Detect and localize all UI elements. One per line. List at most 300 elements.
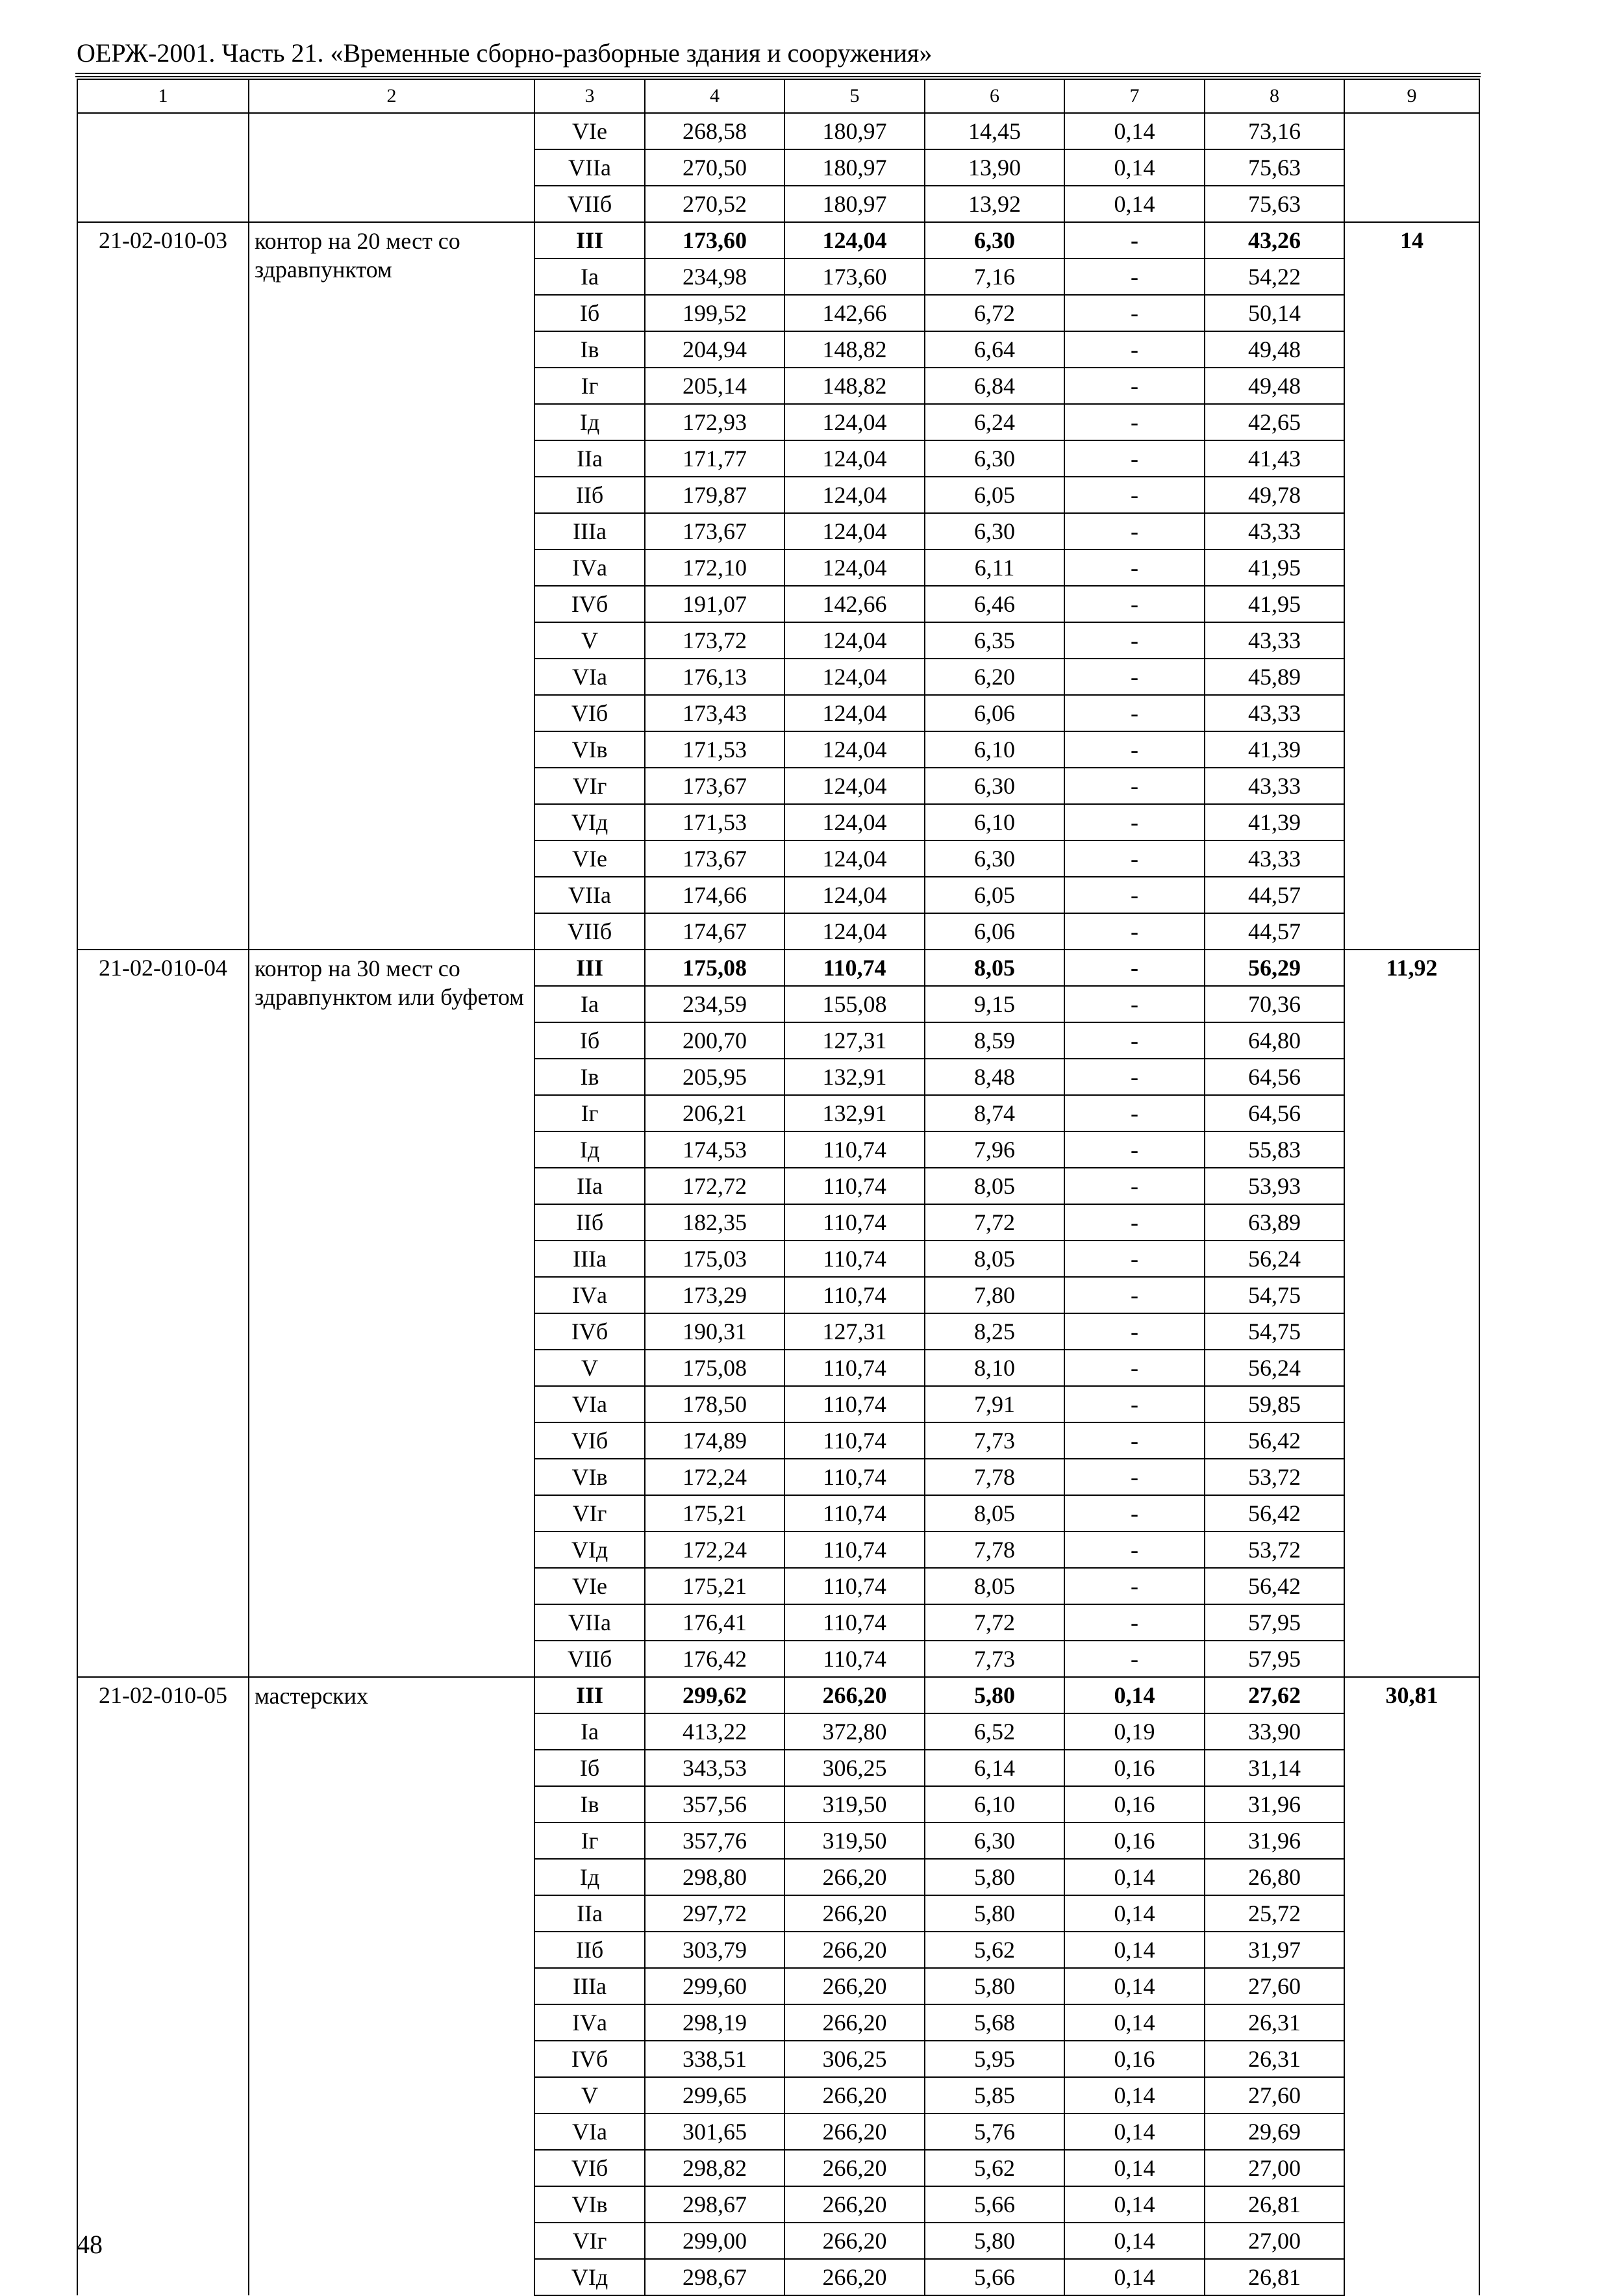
driver-wages-cell: 0,14 xyxy=(1064,2186,1205,2223)
materials-cell: 56,24 xyxy=(1205,1241,1344,1277)
machines-cell: 8,10 xyxy=(925,1350,1064,1386)
total-cost-cell: 175,21 xyxy=(645,1568,784,1604)
machines-cell: 6,30 xyxy=(925,768,1064,804)
zone-cell: VIв xyxy=(534,1459,645,1495)
zone-cell: IIб xyxy=(534,477,645,513)
materials-cell: 56,42 xyxy=(1205,1422,1344,1459)
machines-cell: 7,80 xyxy=(925,1277,1064,1313)
zone-cell: Iд xyxy=(534,404,645,440)
machines-cell: 6,30 xyxy=(925,440,1064,477)
materials-cell: 43,33 xyxy=(1205,622,1344,659)
wages-cell: 124,04 xyxy=(784,804,925,840)
total-cost-cell: 298,19 xyxy=(645,2004,784,2041)
machines-cell: 5,66 xyxy=(925,2259,1064,2295)
machines-cell: 9,15 xyxy=(925,986,1064,1022)
wages-cell: 127,31 xyxy=(784,1022,925,1059)
driver-wages-cell: - xyxy=(1064,549,1205,586)
driver-wages-cell: - xyxy=(1064,695,1205,731)
zone-cell: VIIа xyxy=(534,149,645,186)
total-cost-cell: 171,53 xyxy=(645,804,784,840)
zone-cell: Iб xyxy=(534,295,645,331)
labor-cost-cell: 11,92 xyxy=(1344,950,1479,1677)
driver-wages-cell: 0,14 xyxy=(1064,1677,1205,1713)
materials-cell: 54,75 xyxy=(1205,1277,1344,1313)
materials-cell: 56,42 xyxy=(1205,1495,1344,1532)
machines-cell: 8,74 xyxy=(925,1095,1064,1131)
total-cost-cell: 357,56 xyxy=(645,1786,784,1823)
total-cost-cell: 173,29 xyxy=(645,1277,784,1313)
driver-wages-cell: - xyxy=(1064,1313,1205,1350)
total-cost-cell: 206,21 xyxy=(645,1095,784,1131)
driver-wages-cell: - xyxy=(1064,659,1205,695)
driver-wages-cell: 0,14 xyxy=(1064,2077,1205,2113)
wages-cell: 110,74 xyxy=(784,1386,925,1422)
zone-cell: Iг xyxy=(534,368,645,404)
machines-cell: 8,59 xyxy=(925,1022,1064,1059)
total-cost-cell: 298,82 xyxy=(645,2150,784,2186)
zone-cell: IIб xyxy=(534,1204,645,1241)
materials-cell: 43,26 xyxy=(1205,222,1344,259)
driver-wages-cell: - xyxy=(1064,913,1205,950)
materials-cell: 26,80 xyxy=(1205,1859,1344,1895)
item-name: контор на 20 мест со здравпунктом xyxy=(249,222,534,950)
materials-cell: 27,00 xyxy=(1205,2150,1344,2186)
item-name: контор на 30 мест со здравпунктом или буфетом xyxy=(249,950,534,1677)
driver-wages-cell: 0,14 xyxy=(1064,2004,1205,2041)
materials-cell: 45,89 xyxy=(1205,659,1344,695)
page-header-title: ОЕРЖ-2001. Часть 21. «Временные сборно-разборные здания и сооружения» xyxy=(77,38,933,68)
table-row xyxy=(77,222,1479,259)
machines-cell: 5,80 xyxy=(925,1859,1064,1895)
machines-cell: 6,30 xyxy=(925,1823,1064,1859)
driver-wages-cell: - xyxy=(1064,1495,1205,1532)
zone-cell: VIе xyxy=(534,113,645,149)
materials-cell: 64,56 xyxy=(1205,1059,1344,1095)
header-divider xyxy=(75,73,1481,74)
zone-cell: VIд xyxy=(534,2259,645,2295)
item-name: мастерских xyxy=(249,1677,534,2295)
materials-cell: 57,95 xyxy=(1205,1604,1344,1641)
driver-wages-cell: - xyxy=(1064,804,1205,840)
total-cost-cell: 175,08 xyxy=(645,950,784,986)
machines-cell: 8,05 xyxy=(925,1241,1064,1277)
wages-cell: 180,97 xyxy=(784,186,925,222)
wages-cell: 266,20 xyxy=(784,2223,925,2259)
total-cost-cell: 173,67 xyxy=(645,840,784,877)
total-cost-cell: 172,10 xyxy=(645,549,784,586)
driver-wages-cell: - xyxy=(1064,1131,1205,1168)
total-cost-cell: 299,60 xyxy=(645,1968,784,2004)
machines-cell: 5,80 xyxy=(925,1895,1064,1932)
zone-cell: VIг xyxy=(534,2223,645,2259)
driver-wages-cell: - xyxy=(1064,768,1205,804)
materials-cell: 53,72 xyxy=(1205,1459,1344,1495)
total-cost-cell: 173,67 xyxy=(645,768,784,804)
wages-cell: 110,74 xyxy=(784,1241,925,1277)
materials-cell: 54,22 xyxy=(1205,259,1344,295)
materials-cell: 43,33 xyxy=(1205,840,1344,877)
column-number: 9 xyxy=(1344,79,1479,113)
materials-cell: 56,24 xyxy=(1205,1350,1344,1386)
driver-wages-cell: - xyxy=(1064,731,1205,768)
driver-wages-cell: 0,14 xyxy=(1064,2113,1205,2150)
machines-cell: 6,52 xyxy=(925,1713,1064,1750)
machines-cell: 7,91 xyxy=(925,1386,1064,1422)
zone-cell: VIIб xyxy=(534,913,645,950)
driver-wages-cell: - xyxy=(1064,1022,1205,1059)
machines-cell: 6,10 xyxy=(925,804,1064,840)
driver-wages-cell: 0,16 xyxy=(1064,1823,1205,1859)
column-number: 6 xyxy=(925,79,1064,113)
driver-wages-cell: 0,14 xyxy=(1064,2223,1205,2259)
materials-cell: 73,16 xyxy=(1205,113,1344,149)
total-cost-cell: 298,67 xyxy=(645,2259,784,2295)
materials-cell: 59,85 xyxy=(1205,1386,1344,1422)
zone-cell: Iб xyxy=(534,1750,645,1786)
machines-cell: 6,64 xyxy=(925,331,1064,368)
materials-cell: 75,63 xyxy=(1205,149,1344,186)
table-body xyxy=(77,79,1479,2295)
wages-cell: 110,74 xyxy=(784,1568,925,1604)
zone-cell: VIIа xyxy=(534,877,645,913)
driver-wages-cell: - xyxy=(1064,1641,1205,1677)
column-number: 5 xyxy=(784,79,925,113)
zone-cell: VIв xyxy=(534,2186,645,2223)
zone-cell: VIб xyxy=(534,2150,645,2186)
machines-cell: 6,35 xyxy=(925,622,1064,659)
materials-cell: 64,56 xyxy=(1205,1095,1344,1131)
zone-cell: VIд xyxy=(534,1532,645,1568)
driver-wages-cell: - xyxy=(1064,1204,1205,1241)
machines-cell: 5,62 xyxy=(925,1932,1064,1968)
materials-cell: 42,65 xyxy=(1205,404,1344,440)
labor-cost-cell: 30,81 xyxy=(1344,1677,1479,2295)
machines-cell: 7,96 xyxy=(925,1131,1064,1168)
zone-cell: VIа xyxy=(534,659,645,695)
zone-cell: Iа xyxy=(534,259,645,295)
wages-cell: 266,20 xyxy=(784,1968,925,2004)
wages-cell: 266,20 xyxy=(784,2004,925,2041)
wages-cell: 110,74 xyxy=(784,1204,925,1241)
materials-cell: 31,97 xyxy=(1205,1932,1344,1968)
materials-cell: 27,60 xyxy=(1205,2077,1344,2113)
wages-cell: 372,80 xyxy=(784,1713,925,1750)
machines-cell: 5,68 xyxy=(925,2004,1064,2041)
driver-wages-cell: 0,14 xyxy=(1064,1859,1205,1895)
wages-cell: 142,66 xyxy=(784,295,925,331)
zone-cell: IVб xyxy=(534,586,645,622)
machines-cell: 6,30 xyxy=(925,513,1064,549)
total-cost-cell: 179,87 xyxy=(645,477,784,513)
total-cost-cell: 175,21 xyxy=(645,1495,784,1532)
driver-wages-cell: - xyxy=(1064,1277,1205,1313)
total-cost-cell: 270,50 xyxy=(645,149,784,186)
total-cost-cell: 174,89 xyxy=(645,1422,784,1459)
machines-cell: 6,24 xyxy=(925,404,1064,440)
total-cost-cell: 171,53 xyxy=(645,731,784,768)
total-cost-cell: 176,41 xyxy=(645,1604,784,1641)
table-row xyxy=(77,1677,1479,1713)
materials-cell: 25,72 xyxy=(1205,1895,1344,1932)
zone-cell: IIIа xyxy=(534,1968,645,2004)
driver-wages-cell: 0,14 xyxy=(1064,149,1205,186)
total-cost-cell: 268,58 xyxy=(645,113,784,149)
materials-cell: 31,14 xyxy=(1205,1750,1344,1786)
zone-cell: VIа xyxy=(534,2113,645,2150)
zone-cell: IIа xyxy=(534,440,645,477)
zone-cell: V xyxy=(534,1350,645,1386)
driver-wages-cell: - xyxy=(1064,622,1205,659)
total-cost-cell: 205,14 xyxy=(645,368,784,404)
materials-cell: 57,95 xyxy=(1205,1641,1344,1677)
wages-cell: 124,04 xyxy=(784,477,925,513)
driver-wages-cell: - xyxy=(1064,1459,1205,1495)
total-cost-cell: 200,70 xyxy=(645,1022,784,1059)
wages-cell: 319,50 xyxy=(784,1786,925,1823)
zone-cell: V xyxy=(534,2077,645,2113)
driver-wages-cell: - xyxy=(1064,222,1205,259)
machines-cell: 6,72 xyxy=(925,295,1064,331)
column-number-row xyxy=(77,79,1479,113)
zone-cell: VIв xyxy=(534,731,645,768)
wages-cell: 155,08 xyxy=(784,986,925,1022)
driver-wages-cell: 0,14 xyxy=(1064,1932,1205,1968)
zone-cell: Iд xyxy=(534,1131,645,1168)
machines-cell: 7,78 xyxy=(925,1459,1064,1495)
total-cost-cell: 191,07 xyxy=(645,586,784,622)
materials-cell: 41,39 xyxy=(1205,731,1344,768)
machines-cell: 6,05 xyxy=(925,877,1064,913)
driver-wages-cell: 0,14 xyxy=(1064,1968,1205,2004)
zone-cell: IVа xyxy=(534,1277,645,1313)
wages-cell: 148,82 xyxy=(784,331,925,368)
total-cost-cell: 204,94 xyxy=(645,331,784,368)
total-cost-cell: 301,65 xyxy=(645,2113,784,2150)
driver-wages-cell: 0,16 xyxy=(1064,2041,1205,2077)
total-cost-cell: 174,67 xyxy=(645,913,784,950)
materials-cell: 26,31 xyxy=(1205,2004,1344,2041)
materials-cell: 70,36 xyxy=(1205,986,1344,1022)
zone-cell: IIб xyxy=(534,1932,645,1968)
wages-cell: 124,04 xyxy=(784,622,925,659)
total-cost-cell: 173,72 xyxy=(645,622,784,659)
total-cost-cell: 338,51 xyxy=(645,2041,784,2077)
driver-wages-cell: 0,14 xyxy=(1064,2259,1205,2295)
wages-cell: 110,74 xyxy=(784,1168,925,1204)
materials-cell: 44,57 xyxy=(1205,877,1344,913)
wages-cell: 266,20 xyxy=(784,1859,925,1895)
driver-wages-cell: - xyxy=(1064,1532,1205,1568)
machines-cell: 6,06 xyxy=(925,695,1064,731)
driver-wages-cell: - xyxy=(1064,440,1205,477)
wages-cell: 180,97 xyxy=(784,113,925,149)
wages-cell: 266,20 xyxy=(784,1677,925,1713)
total-cost-cell: 298,80 xyxy=(645,1859,784,1895)
wages-cell: 124,04 xyxy=(784,549,925,586)
materials-cell: 64,80 xyxy=(1205,1022,1344,1059)
machines-cell: 6,10 xyxy=(925,731,1064,768)
total-cost-cell: 299,65 xyxy=(645,2077,784,2113)
wages-cell: 124,04 xyxy=(784,913,925,950)
zone-cell: IIIа xyxy=(534,1241,645,1277)
total-cost-cell: 172,24 xyxy=(645,1459,784,1495)
wages-cell: 142,66 xyxy=(784,586,925,622)
wages-cell: 173,60 xyxy=(784,259,925,295)
wages-cell: 319,50 xyxy=(784,1823,925,1859)
materials-cell: 75,63 xyxy=(1205,186,1344,222)
wages-cell: 110,74 xyxy=(784,1350,925,1386)
zone-cell: IIIа xyxy=(534,513,645,549)
wages-cell: 110,74 xyxy=(784,950,925,986)
wages-cell: 306,25 xyxy=(784,1750,925,1786)
driver-wages-cell: 0,19 xyxy=(1064,1713,1205,1750)
machines-cell: 6,30 xyxy=(925,222,1064,259)
materials-cell: 31,96 xyxy=(1205,1786,1344,1823)
total-cost-cell: 298,67 xyxy=(645,2186,784,2223)
machines-cell: 5,80 xyxy=(925,2223,1064,2259)
machines-cell: 6,46 xyxy=(925,586,1064,622)
materials-cell: 43,33 xyxy=(1205,695,1344,731)
wages-cell: 124,04 xyxy=(784,440,925,477)
machines-cell: 5,66 xyxy=(925,2186,1064,2223)
total-cost-cell: 175,08 xyxy=(645,1350,784,1386)
machines-cell: 5,76 xyxy=(925,2113,1064,2150)
machines-cell: 14,45 xyxy=(925,113,1064,149)
wages-cell: 110,74 xyxy=(784,1641,925,1677)
wages-cell: 124,04 xyxy=(784,513,925,549)
total-cost-cell: 173,43 xyxy=(645,695,784,731)
zone-cell: VIе xyxy=(534,840,645,877)
zone-cell: III xyxy=(534,950,645,986)
column-number: 7 xyxy=(1064,79,1205,113)
wages-cell: 124,04 xyxy=(784,877,925,913)
materials-cell: 29,69 xyxy=(1205,2113,1344,2150)
column-number: 8 xyxy=(1205,79,1344,113)
driver-wages-cell: - xyxy=(1064,331,1205,368)
materials-cell: 26,81 xyxy=(1205,2259,1344,2295)
column-number: 3 xyxy=(534,79,645,113)
zone-cell: III xyxy=(534,1677,645,1713)
zone-cell: IIа xyxy=(534,1168,645,1204)
column-number: 2 xyxy=(249,79,534,113)
total-cost-cell: 174,53 xyxy=(645,1131,784,1168)
driver-wages-cell: 0,16 xyxy=(1064,1786,1205,1823)
machines-cell: 6,14 xyxy=(925,1750,1064,1786)
wages-cell: 132,91 xyxy=(784,1095,925,1131)
wages-cell: 124,04 xyxy=(784,222,925,259)
item-code: 21-02-010-04 xyxy=(77,950,249,1677)
total-cost-cell: 176,13 xyxy=(645,659,784,695)
machines-cell: 7,16 xyxy=(925,259,1064,295)
zone-cell: VIб xyxy=(534,695,645,731)
wages-cell: 132,91 xyxy=(784,1059,925,1095)
driver-wages-cell: - xyxy=(1064,404,1205,440)
driver-wages-cell: - xyxy=(1064,368,1205,404)
machines-cell: 6,11 xyxy=(925,549,1064,586)
wages-cell: 124,04 xyxy=(784,404,925,440)
driver-wages-cell: - xyxy=(1064,1059,1205,1095)
total-cost-cell: 234,59 xyxy=(645,986,784,1022)
zone-cell: IVб xyxy=(534,2041,645,2077)
materials-cell: 33,90 xyxy=(1205,1713,1344,1750)
materials-cell: 41,95 xyxy=(1205,549,1344,586)
machines-cell: 7,73 xyxy=(925,1422,1064,1459)
wages-cell: 124,04 xyxy=(784,768,925,804)
driver-wages-cell: 0,16 xyxy=(1064,1750,1205,1786)
wages-cell: 266,20 xyxy=(784,2259,925,2295)
labor-cost-cell xyxy=(1344,113,1479,222)
machines-cell: 7,78 xyxy=(925,1532,1064,1568)
materials-cell: 31,96 xyxy=(1205,1823,1344,1859)
zone-cell: VIг xyxy=(534,1495,645,1532)
header-divider xyxy=(75,76,1481,77)
machines-cell: 6,84 xyxy=(925,368,1064,404)
wages-cell: 266,20 xyxy=(784,2077,925,2113)
machines-cell: 5,95 xyxy=(925,2041,1064,2077)
machines-cell: 6,05 xyxy=(925,477,1064,513)
wages-cell: 266,20 xyxy=(784,1895,925,1932)
total-cost-cell: 172,93 xyxy=(645,404,784,440)
machines-cell: 7,72 xyxy=(925,1604,1064,1641)
zone-cell: Iа xyxy=(534,1713,645,1750)
zone-cell: VIIа xyxy=(534,1604,645,1641)
item-code xyxy=(77,113,249,222)
zone-cell: VIе xyxy=(534,1568,645,1604)
materials-cell: 53,72 xyxy=(1205,1532,1344,1568)
machines-cell: 6,30 xyxy=(925,840,1064,877)
zone-cell: Iг xyxy=(534,1095,645,1131)
materials-cell: 53,93 xyxy=(1205,1168,1344,1204)
wages-cell: 266,20 xyxy=(784,2186,925,2223)
materials-cell: 49,78 xyxy=(1205,477,1344,513)
materials-cell: 26,31 xyxy=(1205,2041,1344,2077)
machines-cell: 8,05 xyxy=(925,1495,1064,1532)
wages-cell: 110,74 xyxy=(784,1277,925,1313)
wages-cell: 306,25 xyxy=(784,2041,925,2077)
machines-cell: 7,73 xyxy=(925,1641,1064,1677)
driver-wages-cell: 0,14 xyxy=(1064,2150,1205,2186)
zone-cell: Iв xyxy=(534,331,645,368)
driver-wages-cell: 0,14 xyxy=(1064,113,1205,149)
materials-cell: 41,95 xyxy=(1205,586,1344,622)
driver-wages-cell: - xyxy=(1064,1241,1205,1277)
total-cost-cell: 297,72 xyxy=(645,1895,784,1932)
driver-wages-cell: - xyxy=(1064,877,1205,913)
materials-cell: 49,48 xyxy=(1205,331,1344,368)
zone-cell: VIIб xyxy=(534,186,645,222)
item-code: 21-02-010-05 xyxy=(77,1677,249,2295)
machines-cell: 6,20 xyxy=(925,659,1064,695)
total-cost-cell: 303,79 xyxy=(645,1932,784,1968)
driver-wages-cell: - xyxy=(1064,1095,1205,1131)
total-cost-cell: 234,98 xyxy=(645,259,784,295)
zone-cell: IVб xyxy=(534,1313,645,1350)
zone-cell: VIб xyxy=(534,1422,645,1459)
wages-cell: 124,04 xyxy=(784,695,925,731)
total-cost-cell: 174,66 xyxy=(645,877,784,913)
machines-cell: 5,80 xyxy=(925,1677,1064,1713)
zone-cell: IVа xyxy=(534,549,645,586)
machines-cell: 7,72 xyxy=(925,1204,1064,1241)
total-cost-cell: 182,35 xyxy=(645,1204,784,1241)
column-number: 1 xyxy=(77,79,249,113)
item-code: 21-02-010-03 xyxy=(77,222,249,950)
total-cost-cell: 172,24 xyxy=(645,1532,784,1568)
machines-cell: 5,80 xyxy=(925,1968,1064,2004)
table-row xyxy=(77,113,1479,149)
driver-wages-cell: - xyxy=(1064,295,1205,331)
wages-cell: 110,74 xyxy=(784,1422,925,1459)
